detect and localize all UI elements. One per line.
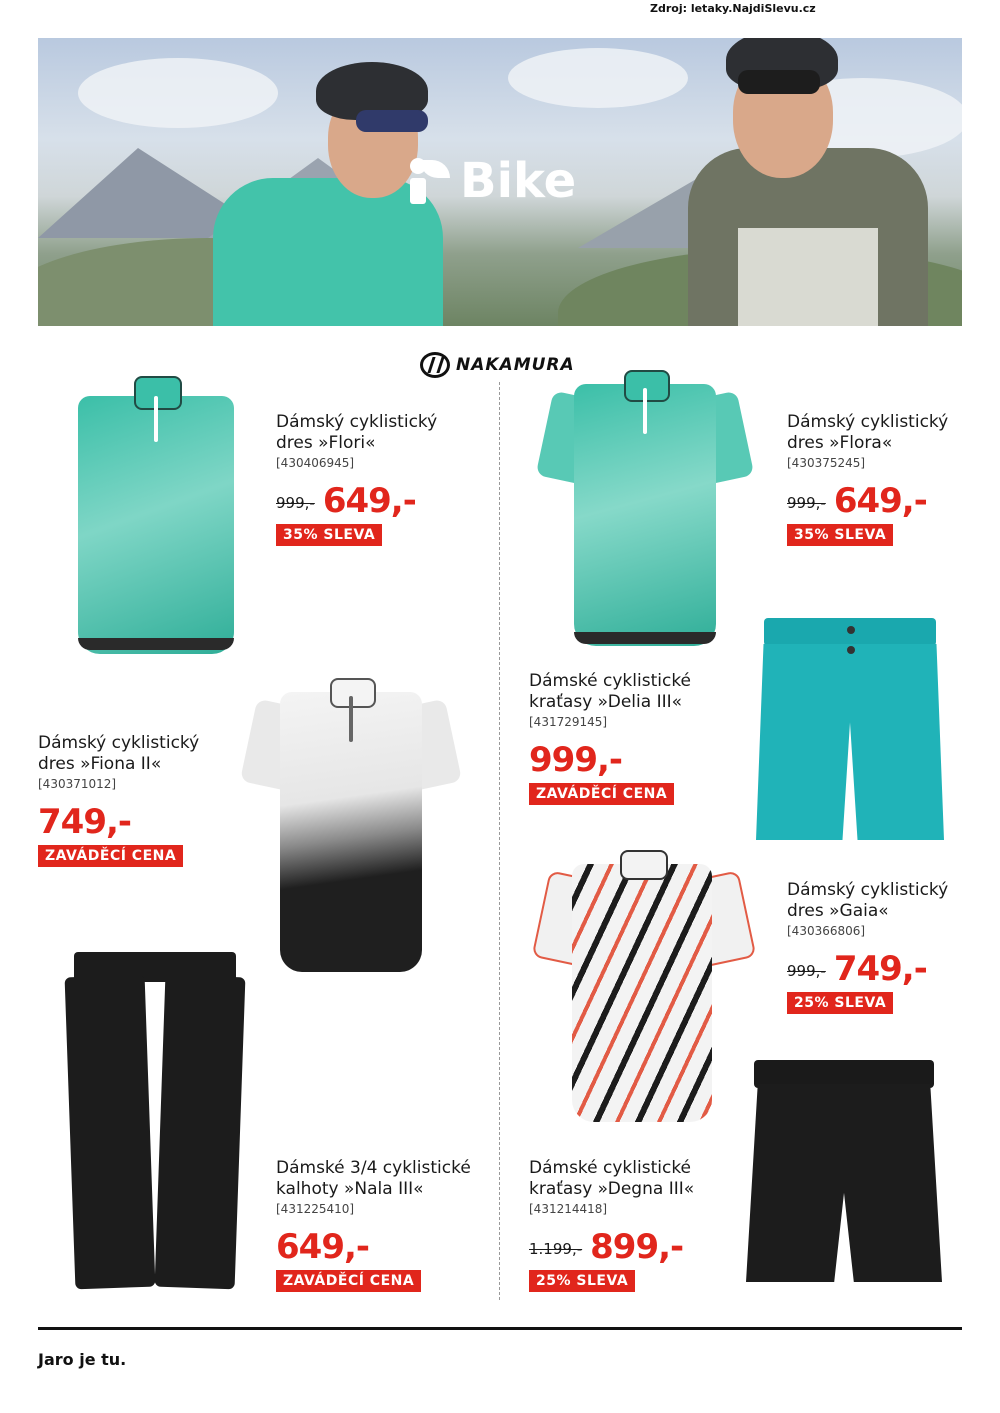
product-title-line1: Dámské 3/4 cyklistické	[276, 1158, 471, 1178]
product-title-line1: Dámské cyklistické	[529, 671, 692, 691]
product-code: [430371012]	[38, 777, 117, 791]
pants-nala-image	[70, 952, 240, 1288]
product-code: [431214418]	[529, 1202, 608, 1216]
source-credit: Zdroj: letaky.NajdiSlevu.cz	[650, 2, 816, 15]
product-code: [430375245]	[787, 456, 866, 470]
shorts-degna-image	[746, 1060, 942, 1282]
product-degna[interactable]	[529, 1158, 694, 1292]
hero-banner	[38, 38, 962, 326]
product-title-line1: Dámský cyklistický	[38, 733, 200, 753]
jersey-flora-image	[544, 370, 746, 652]
product-flora[interactable]	[787, 412, 948, 546]
product-title-line1: Dámský cyklistický	[276, 412, 438, 432]
product-title-line2: kraťasy »Delia III«	[529, 692, 683, 712]
product-flori[interactable]	[276, 412, 437, 546]
sale-price: 899,-	[590, 1227, 684, 1267]
old-price: 999,-	[276, 494, 315, 512]
product-title-line1: Dámské cyklistické	[529, 1158, 692, 1178]
old-price: 1.199,-	[529, 1240, 583, 1258]
jersey-gaia-image	[540, 850, 744, 1124]
shorts-delia-image	[756, 618, 944, 840]
product-title-line2: kalhoty »Nala III«	[276, 1179, 424, 1199]
bike-logo	[410, 153, 576, 209]
discount-badge: 25% SLEVA	[787, 992, 893, 1014]
product-code: [430366806]	[787, 924, 866, 938]
sale-price: 649,-	[833, 481, 927, 521]
old-price: 999,-	[787, 962, 826, 980]
product-title-line2: kraťasy »Degna III«	[529, 1179, 695, 1199]
sale-price: 999,-	[529, 740, 622, 780]
product-code: [430406945]	[276, 456, 355, 470]
sale-price: 649,-	[322, 481, 416, 521]
product-title-line2: dres »Flora«	[787, 433, 893, 453]
discount-badge: 25% SLEVA	[529, 1270, 635, 1292]
product-code: [431729145]	[529, 715, 608, 729]
intro-price-badge: ZAVÁDĚCÍ CENA	[38, 845, 183, 867]
product-title-line2: dres »Fiona II«	[38, 754, 162, 774]
footer-slogan: Jaro je tu.	[38, 1350, 127, 1369]
sale-price: 649,-	[276, 1227, 369, 1267]
bike-logo-mark-icon	[410, 158, 450, 204]
footer-rule	[38, 1327, 962, 1330]
product-gaia[interactable]	[787, 880, 948, 1014]
nakamura-logo-icon	[420, 352, 450, 378]
product-fiona[interactable]	[38, 733, 199, 867]
jersey-fiona-image	[248, 678, 454, 976]
discount-badge: 35% SLEVA	[276, 524, 382, 546]
product-title-line2: dres »Flori«	[276, 433, 376, 453]
product-code: [431225410]	[276, 1202, 355, 1216]
product-title-line1: Dámský cyklistický	[787, 880, 949, 900]
bike-logo-text: Bike	[460, 153, 577, 209]
discount-badge: 35% SLEVA	[787, 524, 893, 546]
product-delia[interactable]	[529, 671, 691, 805]
product-nala[interactable]	[276, 1158, 471, 1292]
product-title-line1: Dámský cyklistický	[787, 412, 949, 432]
column-divider	[499, 382, 500, 1300]
intro-price-badge: ZAVÁDĚCÍ CENA	[276, 1270, 421, 1292]
old-price: 999,-	[787, 494, 826, 512]
product-title-line2: dres »Gaia«	[787, 901, 889, 921]
sale-price: 749,-	[38, 802, 131, 842]
brand-name: NAKAMURA	[456, 355, 575, 375]
jersey-flori-image	[78, 376, 234, 658]
intro-price-badge: ZAVÁDĚCÍ CENA	[529, 783, 674, 805]
sale-price: 749,-	[833, 949, 927, 989]
